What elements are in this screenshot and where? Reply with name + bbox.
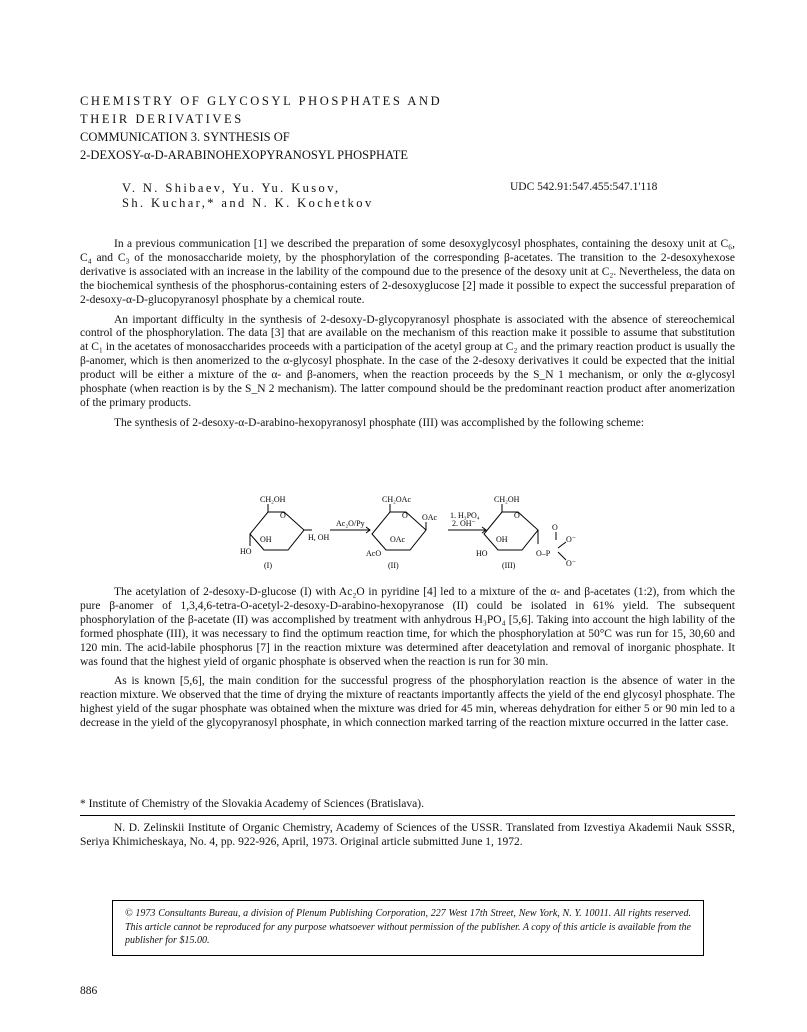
affiliation-note: N. D. Zelinskii Institute of Organic Chemistry, Academy of Sciences of the USSR. Translated from Izvestiya Akademii Nauk SSSR, Seriya Khimicheskaya, No. 4, pp. 922-926, April, 1973. Original article submitted June 1, 1972.: [80, 822, 735, 848]
copyright-text: © 1973 Consultants Bureau, a division of Plenum Publishing Corporation, 227 West 17th Street, New York, N. Y. 10011. All rights reserved. This article cannot be reproduced for any purpose whatsoever without permission of the publisher. A copy of this article is available from the publisher for $15.00.: [125, 908, 691, 946]
title-line-3: COMMUNICATION 3. SYNTHESIS OF: [80, 130, 290, 144]
paragraph-4: The acetylation of 2-desoxy-D-glucose (I) with Ac₂O in pyridine [4] led to a mixture of the α- and β-acetates (1:2), from which the pure β-anomer of 1,3,4,6-tetra-O-acetyl-2-desoxy-D-arabino-hexopyranose (II) could be isolated in 61% yield. The subsequent phosphorylation of the β-acetate (II) was accomplished by treatment with anhydrous H₃PO₄ [5,6]. Taking into account the high lability of the formed phosphate (III), it was necessary to find the optimum reaction time, for which the phosphorylation at 50°C was run for 15, 30,60 and 120 min. The acid-labile phosphorus [7] in the reaction mixture was determined after deacetylation and removal of inorganic phosphate. It was found that the highest yield of organic phosphate is observed when the reaction is run for 30 min.: [80, 586, 735, 668]
reaction-scheme: [240, 494, 580, 576]
scheme-c1-ho: HO: [240, 547, 252, 556]
body-text-upper: [80, 238, 735, 431]
copyright-box: [112, 900, 704, 956]
scheme-c1-ch2oh: CH₂OH: [260, 495, 286, 504]
paragraph-1: In a previous communication [1] we described the preparation of some desoxyglycosyl phosphates, containing the desoxy unit at C₆, C₄ and C₃ of the monosaccharide moiety, by the phosphorylation of the corresponding β-acetates. The transition to the 2-desoxyhexose derivative is associated with an increase in the lability of the compound due to the presence of the desoxy unit at C₂. Nevertheless, the data on the biochemical synthesis of the phosphorus-containing esters of 2-desoxyglucose [2] made it possible to expect the successful preparation of 2-desoxy-α-D-glucopyranosyl phosphate by a chemical route.: [80, 238, 735, 306]
title-line-4: 2-DEXOSY-α-D-ARABINOHEXOPYRANOSYL PHOSPHATE: [80, 148, 408, 162]
authors-line-1: V. N. Shibaev, Yu. Yu. Kusov,: [122, 181, 341, 195]
scheme-c1-h-oh: H, OH: [308, 533, 330, 542]
scheme-c3-ho: HO: [476, 549, 488, 558]
scheme-c2-aco: AcO: [366, 549, 382, 558]
scheme-label-3: (III): [502, 561, 516, 570]
body-text-lower: [80, 586, 735, 731]
scheme-c3-oh: OH: [496, 535, 508, 544]
udc-code: UDC 542.91:547.455:547.1'118: [510, 181, 658, 193]
scheme-c3-p-oxygen: O: [552, 523, 558, 532]
footnote: * Institute of Chemistry of the Slovakia Academy of Sciences (Bratislava).: [80, 798, 424, 810]
footnote-rule: [80, 815, 735, 816]
paragraph-3: The synthesis of 2-desoxy-α-D-arabino-hexopyranosyl phosphate (III) was accomplished by the following scheme:: [114, 416, 645, 429]
scheme-c2-ch2oac: CH₂OAc: [382, 495, 412, 504]
scheme-arrow-2-step-2: 2. OH⁻: [452, 519, 476, 528]
scheme-c3-phosphate: O–P: [536, 549, 551, 558]
scheme-c2-oac-1: OAc: [422, 513, 438, 522]
scheme-c1-ring-o: O: [280, 511, 286, 520]
scheme-c2-ring-o: O: [402, 511, 408, 520]
scheme-label-1: (I): [264, 561, 272, 570]
authors-line-2: Sh. Kuchar,* and N. K. Kochetkov: [122, 196, 374, 210]
scheme-c3-o-minus-2: O⁻: [566, 559, 576, 568]
scheme-c3-ring-o: O: [514, 511, 520, 520]
paragraph-5: As is known [5,6], the main condition for the successful progress of the phosphorylation reaction is the absence of water in the reaction mixture. We observed that the time of drying the mixture of reactants importantly affects the yield of the end glycosyl phosphate. The highest yield of the sugar phosphate was obtained when the mixture was dried for 45 min, whereas dehydration for either 5 or 90 min led to a decrease in the yield of the glycopyranosyl phosphate, in which connection marked tarring of the reaction mixture occurred in the latter case.: [80, 675, 735, 730]
title-line-2: THEIR DERIVATIVES: [80, 112, 244, 126]
page-number: 886: [80, 985, 98, 997]
paragraph-2: An important difficulty in the synthesis of 2-desoxy-D-glycopyranosyl phosphate is associated with the absence of stereochemical control of the phosphorylation. The data [3] that are available on the mechanism of this reaction make it possible to assume that substitution at C₁ in the acetates of monosaccharides proceeds with a participation of the acetyl group at C₂ and the primary reaction product is usually the β-anomer, which is then anomerized to the α-glycosyl phosphate. In the case of the 2-desoxy derivatives it could be expected that the initial product will be either a mixture of the α- and β-anomers, when the reaction proceeds by the S_N 1 mechanism, or only the α-glycosyl phosphate (when reaction is by the S_N 2 mechanism). The latter compound should be the predominant reaction product after anomerization of the primary products.: [80, 313, 735, 409]
scheme-arrow-2-step-1: 1. H₃PO₄: [450, 511, 480, 520]
scheme-c2-oac-2: OAc: [390, 535, 406, 544]
scheme-c1-oh: OH: [260, 535, 272, 544]
title-line-1: CHEMISTRY OF GLYCOSYL PHOSPHATES AND: [80, 94, 443, 108]
scheme-arrow-1-reagent: Ac₂O/Py: [336, 519, 365, 528]
scheme-label-2: (II): [388, 561, 399, 570]
scheme-c3-ch2oh: CH₂OH: [494, 495, 520, 504]
scheme-c3-o-minus-1: O⁻: [566, 535, 576, 544]
